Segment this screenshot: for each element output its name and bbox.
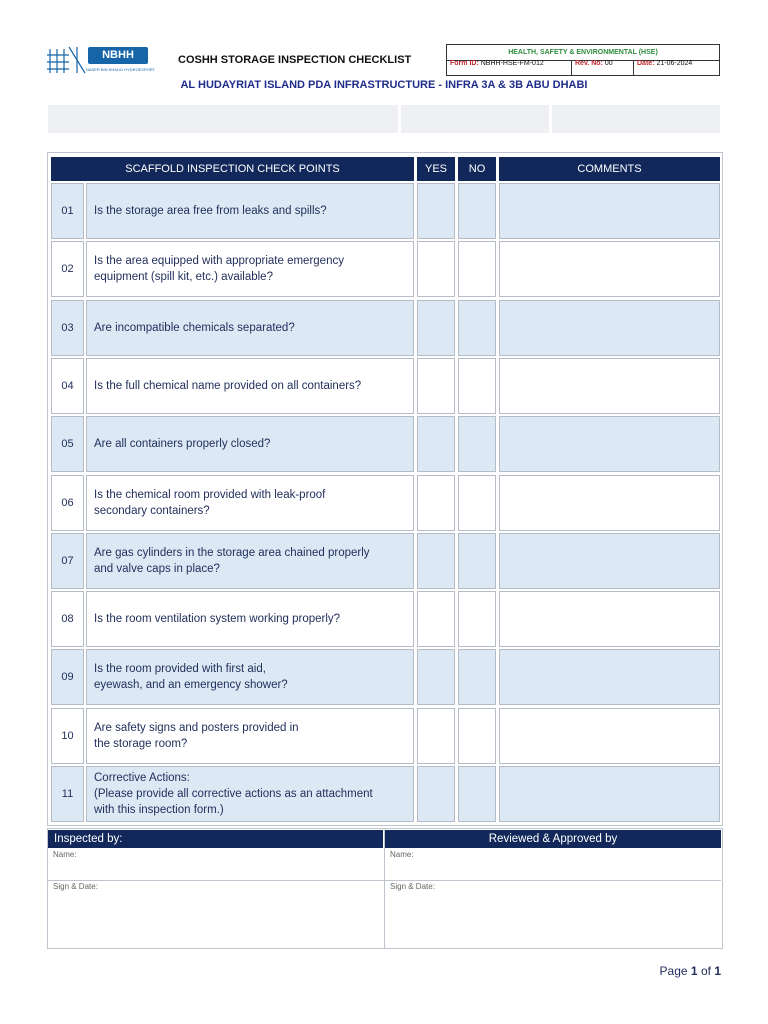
hse-title: HEALTH, SAFETY & ENVIRONMENTAL (HSE) xyxy=(447,45,719,61)
row-question: Is the room ventilation system working properly? xyxy=(86,591,414,647)
no-checkbox-cell[interactable] xyxy=(458,708,496,764)
info-field-1[interactable] xyxy=(48,105,398,133)
no-checkbox-cell[interactable] xyxy=(458,183,496,239)
comments-cell[interactable] xyxy=(499,766,720,822)
form-date: Date: 21-06-2024 xyxy=(637,60,693,67)
row-question: Are incompatible chemicals separated? xyxy=(86,300,414,356)
info-field-2[interactable] xyxy=(401,105,549,133)
yes-checkbox-cell[interactable] xyxy=(417,649,455,705)
row-number: 06 xyxy=(51,475,84,531)
row-number: 03 xyxy=(51,300,84,356)
yes-checkbox-cell[interactable] xyxy=(417,475,455,531)
no-checkbox-cell[interactable] xyxy=(458,533,496,589)
no-checkbox-cell[interactable] xyxy=(458,300,496,356)
row-number: 09 xyxy=(51,649,84,705)
comments-cell[interactable] xyxy=(499,533,720,589)
comments-cell[interactable] xyxy=(499,591,720,647)
document-title: COSHH STORAGE INSPECTION CHECKLIST xyxy=(178,54,412,66)
no-checkbox-cell[interactable] xyxy=(458,241,496,297)
comments-cell[interactable] xyxy=(499,241,720,297)
yes-checkbox-cell[interactable] xyxy=(417,533,455,589)
no-checkbox-cell[interactable] xyxy=(458,475,496,531)
yes-checkbox-cell[interactable] xyxy=(417,358,455,414)
no-header: NO xyxy=(458,157,496,181)
row-question: Is the full chemical name provided on all containers? xyxy=(86,358,414,414)
yes-checkbox-cell[interactable] xyxy=(417,591,455,647)
yes-header: YES xyxy=(417,157,455,181)
row-number: 07 xyxy=(51,533,84,589)
yes-checkbox-cell[interactable] xyxy=(417,708,455,764)
yes-checkbox-cell[interactable] xyxy=(417,241,455,297)
form-id: Form ID: NBHH-HSE-FM-012 xyxy=(447,60,572,76)
row-question: Are all containers properly closed? xyxy=(86,416,414,472)
project-title: AL HUDAYRIAT ISLAND PDA INFRASTRUCTURE - INFRA 3A & 3B ABU DHABI xyxy=(180,79,588,91)
reviewer-sign-date-field[interactable]: Sign & Date: xyxy=(390,882,435,891)
row-number: 11 xyxy=(51,766,84,822)
row-question: Are gas cylinders in the storage area chained properly and valve caps in place? xyxy=(86,533,414,589)
yes-checkbox-cell[interactable] xyxy=(417,300,455,356)
row-number: 01 xyxy=(51,183,84,239)
row-number: 02 xyxy=(51,241,84,297)
row-number: 10 xyxy=(51,708,84,764)
row-question: Is the storage area free from leaks and spills? xyxy=(86,183,414,239)
reviewer-name-field[interactable]: Name: xyxy=(390,850,414,859)
row-question: Are safety signs and posters provided in the storage room? xyxy=(86,708,414,764)
page-number: Page 1 of 1 xyxy=(659,964,721,978)
row-question: Is the area equipped with appropriate emergency equipment (spill kit, etc.) available? xyxy=(86,241,414,297)
row-question: Corrective Actions: (Please provide all corrective actions as an attachment with this inspection form.) xyxy=(86,766,414,822)
comments-cell[interactable] xyxy=(499,649,720,705)
inspector-name-field[interactable]: Name: xyxy=(53,850,77,859)
row-number: 04 xyxy=(51,358,84,414)
no-checkbox-cell[interactable] xyxy=(458,416,496,472)
row-question: Is the chemical room provided with leak-proof secondary containers? xyxy=(86,475,414,531)
comments-cell[interactable] xyxy=(499,416,720,472)
no-checkbox-cell[interactable] xyxy=(458,358,496,414)
row-number: 05 xyxy=(51,416,84,472)
signoff-row-divider xyxy=(48,880,721,881)
no-checkbox-cell[interactable] xyxy=(458,591,496,647)
row-question: Is the room provided with first aid, eyewash, and an emergency shower? xyxy=(86,649,414,705)
company-logo-subtext: NASER BIN KHALID HYDROEXPORT xyxy=(86,67,156,72)
company-logo: NBHH xyxy=(88,47,148,64)
no-checkbox-cell[interactable] xyxy=(458,649,496,705)
yes-checkbox-cell[interactable] xyxy=(417,766,455,822)
hse-info-box xyxy=(446,44,720,76)
no-checkbox-cell[interactable] xyxy=(458,766,496,822)
reviewed-by-header: Reviewed & Approved by xyxy=(385,830,721,848)
comments-cell[interactable] xyxy=(499,475,720,531)
comments-cell[interactable] xyxy=(499,708,720,764)
info-field-3[interactable] xyxy=(552,105,720,133)
revision-number: Rev. No: 00 xyxy=(572,60,634,76)
comments-cell[interactable] xyxy=(499,300,720,356)
inspected-by-header: Inspected by: xyxy=(48,830,383,848)
comments-header: COMMENTS xyxy=(499,157,720,181)
comments-cell[interactable] xyxy=(499,358,720,414)
yes-checkbox-cell[interactable] xyxy=(417,416,455,472)
inspector-sign-date-field[interactable]: Sign & Date: xyxy=(53,882,98,891)
checkpoints-header: SCAFFOLD INSPECTION CHECK POINTS xyxy=(51,157,414,181)
yes-checkbox-cell[interactable] xyxy=(417,183,455,239)
row-number: 08 xyxy=(51,591,84,647)
comments-cell[interactable] xyxy=(499,183,720,239)
